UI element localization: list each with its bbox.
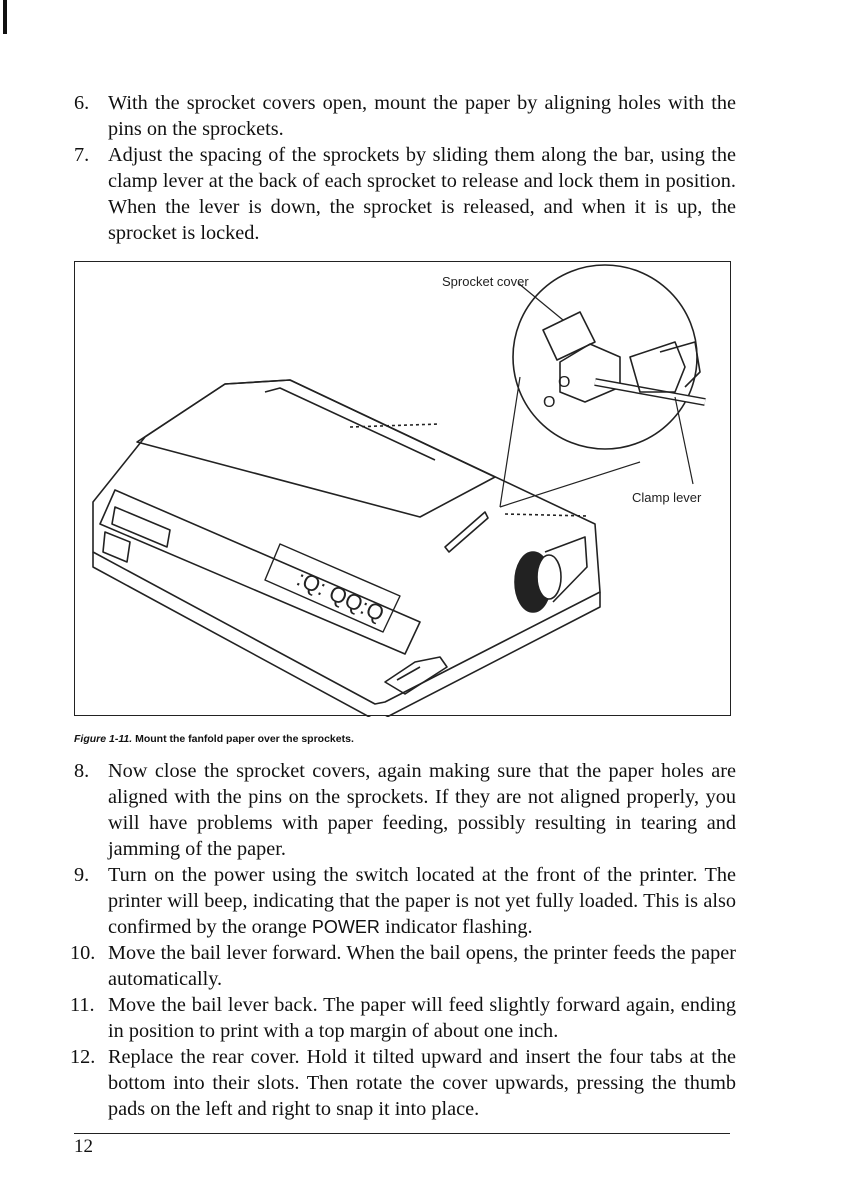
step-12 — [70, 1044, 736, 1122]
page-corner-mark — [3, 0, 7, 34]
svg-text::Q: QQ:Q: :Q: QQ:Q — [292, 565, 389, 627]
instruction-steps-bottom — [70, 758, 736, 1122]
step-text-after: indicator flashing. — [379, 916, 533, 938]
clamp-lever-label: Clamp lever — [632, 490, 702, 505]
step-text: Move the bail lever forward. When the bail opens, the printer feeds the paper automatically. — [108, 942, 736, 990]
figure-caption — [74, 733, 354, 745]
step-number: 7. — [74, 144, 90, 166]
step-number: 12. — [70, 1046, 96, 1068]
step-9 — [74, 862, 736, 940]
step-text: Move the bail lever back. The paper will feed slightly forward again, ending in position to print with a top margin of about one inch. — [108, 994, 736, 1042]
step-11 — [70, 992, 736, 1044]
step-10 — [70, 940, 736, 992]
sprocket-cover-label: Sprocket cover — [442, 274, 529, 289]
power-indicator-word: POWER — [311, 917, 380, 937]
step-text: With the sprocket covers open, mount the paper by aligning holes with the pins on the sprockets. — [108, 92, 736, 140]
instruction-steps-top — [74, 90, 736, 246]
step-text: Replace the rear cover. Hold it tilted upward and insert the four tabs at the bottom into their slots. Then rotate the cover upwards, pressing the thumb pads on the left and right to snap it into place. — [108, 1046, 736, 1120]
step-6 — [74, 90, 736, 142]
step-number: 9. — [74, 864, 90, 886]
step-number: 8. — [74, 760, 90, 782]
figure-caption-text: Mount the fanfold paper over the sprockets. — [135, 733, 354, 745]
step-number: 6. — [74, 92, 90, 114]
figure-caption-prefix: Figure 1-11. — [74, 733, 133, 745]
figure-printer-illustration — [74, 261, 731, 716]
step-text: Now close the sprocket covers, again making sure that the paper holes are aligned with the pins on the sprockets. If they are not aligned properly, you will have problems with paper feeding, possibly resulting in tearing and jamming of the paper. — [108, 760, 736, 860]
step-8 — [74, 758, 736, 862]
footer-divider — [74, 1133, 730, 1134]
step-number: 11. — [70, 994, 95, 1016]
step-text-before: Turn on the power using the switch located at the front of the printer. The printer will beep, indicating that the paper is not yet fully loaded. This is also confirmed by the orange — [108, 864, 736, 938]
svg-text:O: O — [543, 394, 556, 411]
step-text: Adjust the spacing of the sprockets by sliding them along the bar, using the clamp lever at the back of each sprocket to release and lock them in position. When the lever is down, the sprocket is released, and when it is up, the sprocket is locked. — [108, 144, 736, 244]
page-number: 12 — [74, 1136, 93, 1157]
svg-text:O: O — [558, 374, 571, 391]
step-number: 10. — [70, 942, 96, 964]
step-7 — [74, 142, 736, 246]
